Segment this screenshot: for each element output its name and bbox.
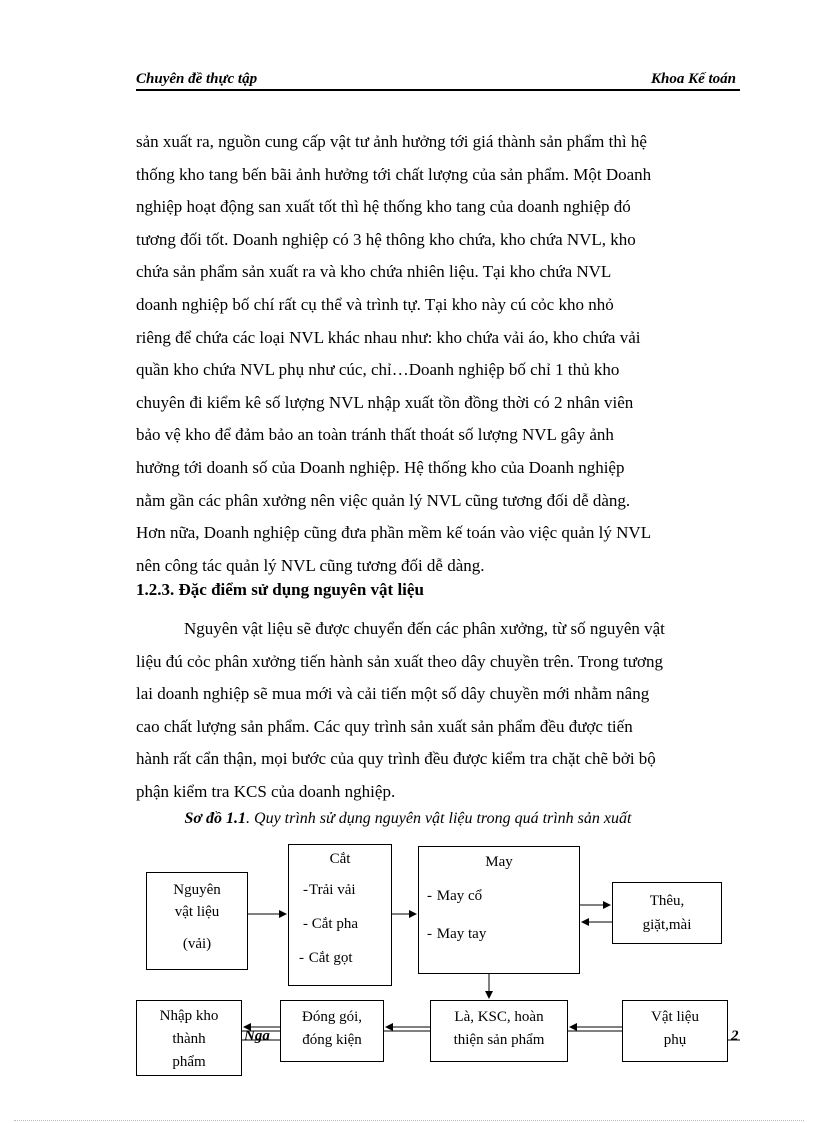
body-line: hưởng tới doanh số của Doanh nghiệp. Hệ thống kho của Doanh nghiệp: [136, 457, 625, 477]
page-header: [136, 67, 740, 91]
box-dong-goi: [280, 1000, 384, 1062]
body-line: tương đối tốt. Doanh nghiệp có 3 hệ thông kho chứa, kho chứa NVL, kho: [136, 229, 636, 249]
body-line: doanh nghiệp bố chí rất cụ thể và trình tự. Tại kho này cú cỏc kho nhỏ: [136, 294, 614, 314]
usage-paragraph: [136, 613, 739, 809]
page-bottom-dotted-line: [14, 1120, 804, 1121]
box-nguyen-vat-lieu: [146, 872, 248, 970]
diagram-caption: [0, 810, 816, 828]
box-theu-giat-mai: [612, 882, 722, 944]
box-text: vật liệu: [174, 904, 220, 920]
box-vat-lieu-phu: [622, 1000, 728, 1062]
box-may: [418, 846, 580, 974]
box-cat: [288, 844, 392, 986]
para-line: liệu đú cỏc phân xưởng tiến hành sản xuất theo dây chuyền trên. Trong tương: [136, 651, 663, 671]
body-line: nằm gần các phân xưởng nên việc quản lý NVL cũng tương đối dễ dàng.: [136, 490, 631, 510]
body-line: nên công tác quản lý NVL cũng tương đối dễ dàng.: [136, 555, 485, 575]
box-item: - Cắt pha: [303, 916, 358, 932]
box-text: Nguyên: [173, 882, 221, 898]
para-line: cao chất lượng sản phẩm. Các quy trình sản xuất sản phẩm đều được tiến: [136, 716, 633, 736]
box-text: Là, KSC, hoàn: [454, 1009, 544, 1025]
body-line: thống kho tang bến bãi ảnh hưởng tới chất lượng của sản phẩm. Một Doanh: [136, 164, 652, 184]
box-item: - May tay: [427, 926, 487, 942]
body-paragraph: [136, 126, 739, 582]
body-line: nghiệp hoạt động san xuất tốt thì hệ thống kho tang của doanh nghiệp đó: [136, 197, 631, 217]
body-line: Hơn nữa, Doanh nghiệp cũng đưa phần mềm kế toán vào việc quản lý NVL: [136, 523, 652, 543]
body-line: quần kho chứa NVL phụ như cúc, chỉ…Doanh nghiệp bố chỉ 1 thủ kho: [136, 360, 620, 380]
box-la-ksc: [430, 1000, 568, 1062]
caption-text: . Quy trình sử dụng nguyên vật liệu trong quá trình sản xuất: [246, 810, 632, 827]
para-line: phận kiểm tra KCS của doanh nghiệp.: [136, 781, 396, 801]
box-text: thành: [172, 1031, 206, 1047]
box-title: Cắt: [329, 851, 351, 867]
caption-label: Sơ đồ 1.1: [184, 810, 247, 827]
body-line: chuyên đi kiểm kê số lượng NVL nhập xuất tồn đồng thời có 2 nhân viên: [136, 392, 634, 412]
header-left-title: Chuyên đề thực tập: [136, 71, 258, 87]
body-line: sản xuất ra, nguồn cung cấp vật tư ảnh hưởng tới giá thành sản phẩm thì hệ: [136, 132, 647, 151]
box-text: (vải): [182, 936, 212, 952]
box-item: - Cắt gọt: [299, 950, 353, 966]
box-text: Nhập kho: [159, 1008, 219, 1024]
box-text: giặt,mài: [642, 917, 692, 933]
box-text: phẩm: [172, 1054, 206, 1070]
body-line: bảo vệ kho để đảm bảo an toàn tránh thất thoát số lượng NVL gây ảnh: [136, 425, 614, 445]
box-nhap-kho: [136, 1000, 242, 1076]
box-text: đóng kiện: [302, 1032, 362, 1048]
box-text: Đóng gói,: [302, 1009, 362, 1025]
box-title: May: [485, 854, 513, 870]
header-right-title: Khoa Kế toán: [650, 71, 736, 87]
box-item: -Trải vải: [303, 882, 356, 898]
para-line: hành rất cẩn thận, mọi bước của quy trình đều được kiểm tra chặt chẽ bởi bộ: [136, 749, 656, 769]
para-line: Nguyên vật liệu sẽ được chuyển đến các phân xưởng, từ số nguyên vật: [184, 619, 665, 638]
body-line: chứa sản phẩm sản xuất ra và kho chứa nhiên liệu. Tại kho chứa NVL: [136, 262, 612, 282]
para-line: lai doanh nghiệp sẽ mua mới và cải tiến một số dây chuyền mới nhằm nâng: [136, 684, 650, 704]
section-heading: 1.2.3. Đặc điểm sử dụng nguyên vật liệu: [136, 580, 424, 599]
box-text: thiện sản phẩm: [453, 1032, 545, 1048]
body-line: riêng để chứa các loại NVL khác nhau như: kho chứa vải áo, kho chứa vải: [136, 327, 641, 347]
box-text: Thêu,: [649, 893, 685, 909]
box-text: Vật liệu: [651, 1009, 699, 1025]
footer-author-fragment: Nga: [244, 1028, 270, 1044]
footer-page-number: 2: [731, 1028, 739, 1044]
box-text: phụ: [663, 1032, 687, 1048]
box-item: - May cổ: [427, 888, 483, 904]
